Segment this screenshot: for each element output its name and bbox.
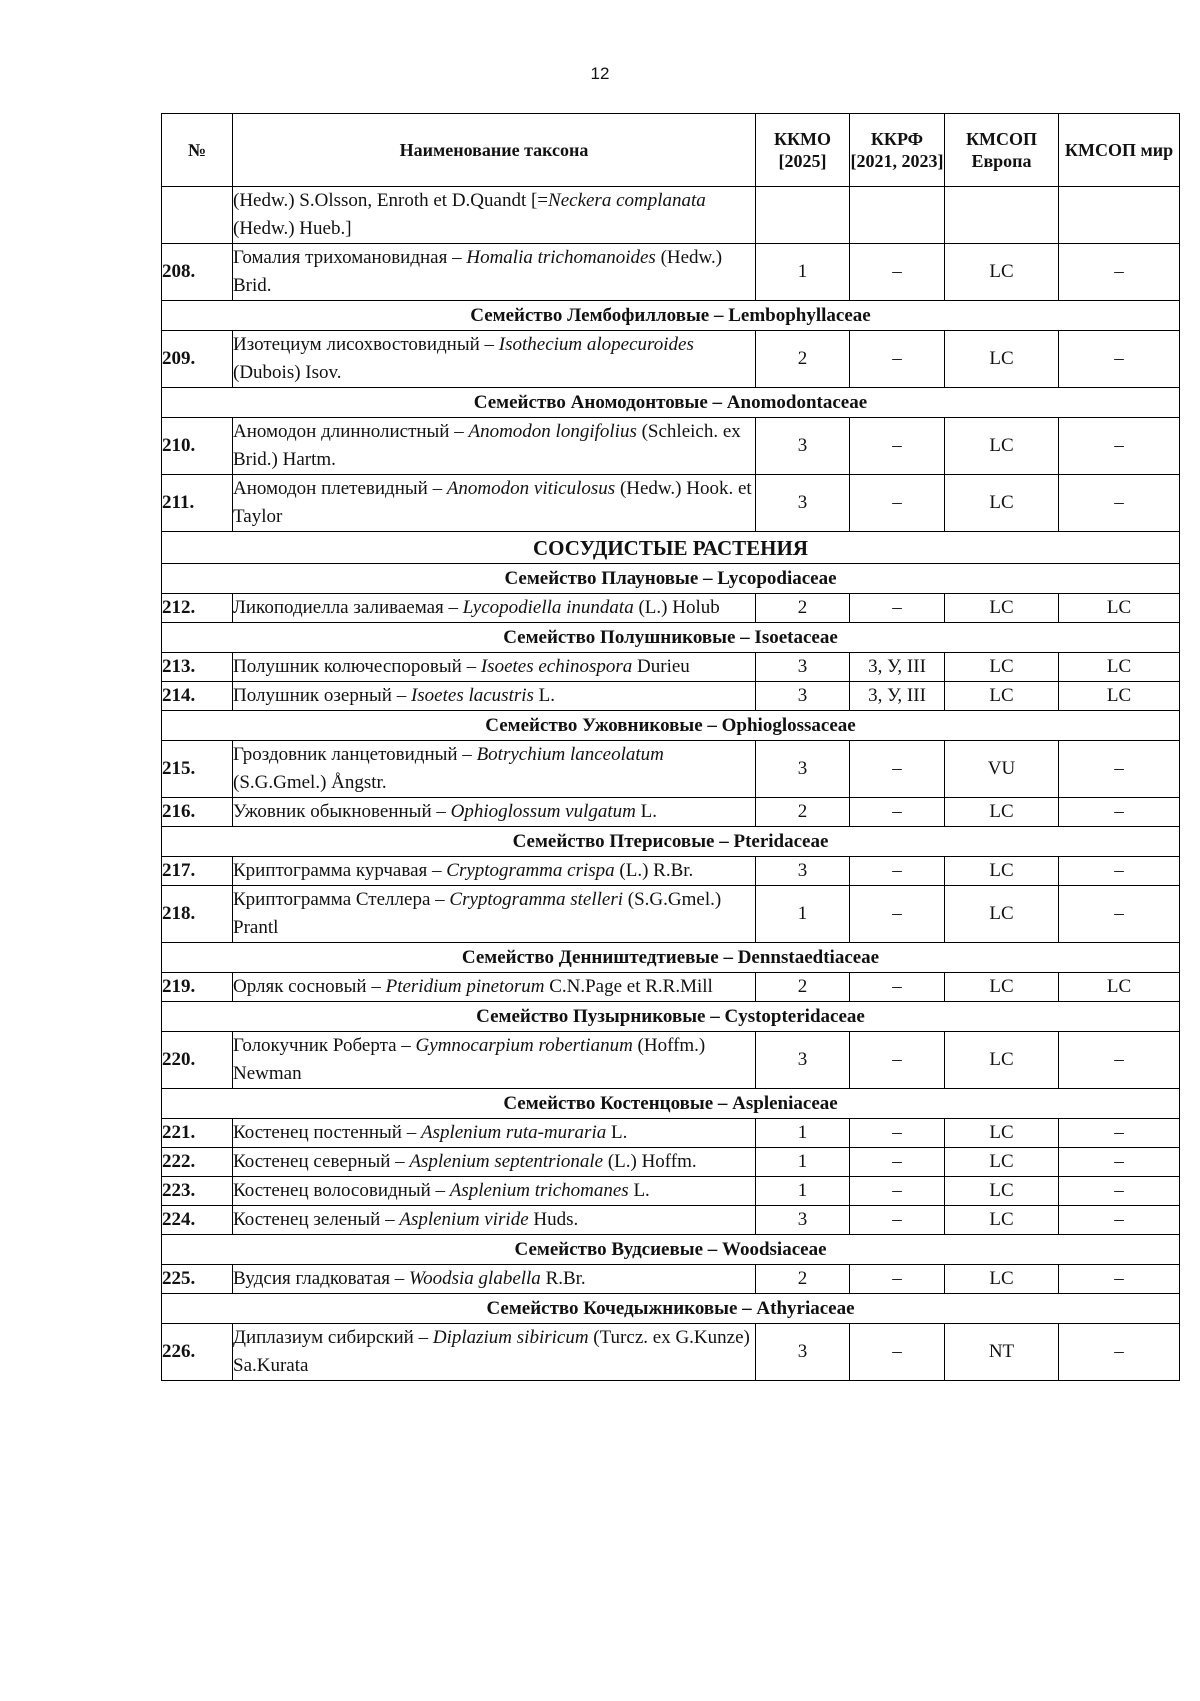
- status-kkrf: –: [850, 973, 945, 1002]
- taxon-name: [233, 1177, 756, 1206]
- family-heading-row: [162, 623, 1180, 653]
- table-row: [162, 1119, 1180, 1148]
- taxon-number: 209.: [162, 331, 233, 388]
- taxon-number: 212.: [162, 594, 233, 623]
- taxon-author: L.: [628, 1180, 650, 1201]
- status-kkrf: –: [850, 857, 945, 886]
- taxon-name: [233, 418, 756, 475]
- taxon-number: 211.: [162, 475, 233, 532]
- status-kkmo: 3: [756, 857, 850, 886]
- status-kkrf: –: [850, 1265, 945, 1294]
- taxon-author: (Dubois) Isov.: [233, 362, 342, 383]
- status-kkrf: –: [850, 1119, 945, 1148]
- taxon-russian-name: Полушник колючеспоровый –: [233, 656, 481, 677]
- family-heading-row: [162, 1235, 1180, 1265]
- taxon-number: 213.: [162, 653, 233, 682]
- taxon-author: L.: [635, 801, 657, 822]
- status-kmsop-europe: LC: [945, 886, 1059, 943]
- status-kkmo: [756, 187, 850, 244]
- status-kmsop-world: –: [1059, 244, 1180, 301]
- status-kmsop-world: –: [1059, 857, 1180, 886]
- header-kmsop-world: КМСОП мир: [1059, 114, 1180, 187]
- table-row: [162, 682, 1180, 711]
- taxon-name: [233, 1032, 756, 1089]
- taxon-number: 224.: [162, 1206, 233, 1235]
- taxon-russian-name: Ликоподиелла заливаемая –: [233, 597, 463, 618]
- status-kmsop-world: –: [1059, 475, 1180, 532]
- taxon-latin-name: Ophioglossum vulgatum: [450, 801, 636, 822]
- status-kmsop-europe: LC: [945, 1119, 1059, 1148]
- table-row: [162, 798, 1180, 827]
- taxon-number: 218.: [162, 886, 233, 943]
- status-kmsop-europe: VU: [945, 741, 1059, 798]
- family-heading: Семейство Вудсиевые – Woodsiaceae: [162, 1235, 1180, 1265]
- taxon-author: (L.) R.Br.: [614, 860, 694, 881]
- taxon-russian-name: Костенец северный –: [233, 1151, 410, 1172]
- header-kkmo: ККМО [2025]: [756, 114, 850, 187]
- taxon-author: (L.) Hoffm.: [603, 1151, 697, 1172]
- taxon-number: 226.: [162, 1324, 233, 1381]
- status-kmsop-europe: LC: [945, 594, 1059, 623]
- table-row: [162, 741, 1180, 798]
- status-kmsop-world: LC: [1059, 682, 1180, 711]
- taxon-author: (Schleich. ex Brid.) Hartm.: [233, 421, 741, 470]
- taxon-latin-name: Anomodon longifolius: [468, 421, 637, 442]
- table-row: [162, 653, 1180, 682]
- taxon-russian-name: Костенец зеленый –: [233, 1209, 400, 1230]
- taxon-name: [233, 331, 756, 388]
- taxon-author: L.: [606, 1122, 628, 1143]
- status-kkrf: –: [850, 594, 945, 623]
- taxon-russian-name: Криптограмма Стеллера –: [233, 889, 450, 910]
- status-kmsop-europe: LC: [945, 798, 1059, 827]
- table-row: [162, 594, 1180, 623]
- status-kmsop-world: –: [1059, 1206, 1180, 1235]
- table-row: [162, 973, 1180, 1002]
- status-kmsop-world: –: [1059, 741, 1180, 798]
- status-kkmo: 1: [756, 1177, 850, 1206]
- taxon-latin-name: Isoetes lacustris: [410, 685, 534, 706]
- taxon-latin-name: Pteridium pinetorum: [385, 976, 545, 997]
- taxon-latin-name: Lycopodiella inundata: [462, 597, 634, 618]
- taxon-russian-name: Орляк сосновый –: [233, 976, 386, 997]
- family-heading-row: [162, 1294, 1180, 1324]
- taxon-author: (Hedw.) Brid.: [233, 247, 723, 296]
- status-kkmo: 3: [756, 1032, 850, 1089]
- status-kkmo: 3: [756, 682, 850, 711]
- status-kkrf: 3, У, III: [850, 682, 945, 711]
- taxon-name: [233, 1206, 756, 1235]
- taxon-author: L.: [533, 685, 556, 706]
- status-kmsop-europe: LC: [945, 1177, 1059, 1206]
- table-row: [162, 857, 1180, 886]
- status-kkmo: 3: [756, 475, 850, 532]
- taxon-author: Huds.: [528, 1209, 579, 1230]
- taxon-latin-name: Asplenium viride: [399, 1209, 529, 1230]
- family-heading: Семейство Плауновые – Lycopodiaceae: [162, 564, 1180, 594]
- taxon-author: (S.G.Gmel.) Ångstr.: [233, 772, 387, 793]
- status-kmsop-europe: LC: [945, 857, 1059, 886]
- taxon-author: C.N.Page et R.R.Mill: [544, 976, 713, 997]
- header-kmsop-europe: КМСОП Европа: [945, 114, 1059, 187]
- family-heading: Семейство Пузырниковые – Cystopteridaceae: [162, 1002, 1180, 1032]
- taxon-russian-name: Аномодон длиннолистный –: [233, 421, 469, 442]
- taxon-name: [233, 653, 756, 682]
- taxon-number: 216.: [162, 798, 233, 827]
- taxon-number: 221.: [162, 1119, 233, 1148]
- taxon-name: [233, 741, 756, 798]
- status-kmsop-world: –: [1059, 798, 1180, 827]
- taxon-number: 210.: [162, 418, 233, 475]
- status-kmsop-world: –: [1059, 1032, 1180, 1089]
- status-kkrf: –: [850, 1032, 945, 1089]
- taxon-russian-name: Костенец постенный –: [233, 1122, 421, 1143]
- status-kmsop-world: –: [1059, 1177, 1180, 1206]
- table-header-row: [162, 114, 1180, 187]
- status-kkmo: 3: [756, 418, 850, 475]
- taxon-russian-name: Диплазиум сибирский –: [233, 1327, 433, 1348]
- taxon-number: 225.: [162, 1265, 233, 1294]
- status-kmsop-europe: LC: [945, 1206, 1059, 1235]
- table-row: [162, 1265, 1180, 1294]
- table-row: [162, 475, 1180, 532]
- status-kmsop-europe: LC: [945, 418, 1059, 475]
- taxon-name: [233, 1148, 756, 1177]
- taxon-name: [233, 1119, 756, 1148]
- taxon-number: 215.: [162, 741, 233, 798]
- table-row: [162, 187, 1180, 244]
- family-heading-row: [162, 388, 1180, 418]
- status-kkrf: –: [850, 1177, 945, 1206]
- family-heading: Семейство Костенцовые – Aspleniaceae: [162, 1089, 1180, 1119]
- family-heading-row: [162, 301, 1180, 331]
- family-heading: Семейство Лембофилловые – Lembophyllaceae: [162, 301, 1180, 331]
- taxon-name: [233, 798, 756, 827]
- family-heading-row: [162, 1089, 1180, 1119]
- taxon-author: R.Br.: [540, 1268, 586, 1289]
- status-kkmo: 2: [756, 798, 850, 827]
- status-kmsop-europe: LC: [945, 682, 1059, 711]
- status-kmsop-europe: LC: [945, 244, 1059, 301]
- taxon-name: [233, 1324, 756, 1381]
- status-kkmo: 2: [756, 594, 850, 623]
- taxon-russian-name: Ужовник обыкновенный –: [233, 801, 451, 822]
- taxon-author: (S.G.Gmel.) Prantl: [233, 889, 722, 938]
- family-heading: Семейство Кочедыжниковые – Athyriaceae: [162, 1294, 1180, 1324]
- taxon-latin-name: Anomodon viticulosus: [446, 478, 616, 499]
- table-row: [162, 331, 1180, 388]
- status-kkrf: –: [850, 418, 945, 475]
- taxon-latin-name: Woodsia glabella: [409, 1268, 541, 1289]
- taxon-number: 217.: [162, 857, 233, 886]
- table-row: [162, 244, 1180, 301]
- status-kmsop-world: [1059, 187, 1180, 244]
- taxon-name: [233, 244, 756, 301]
- status-kkmo: 1: [756, 886, 850, 943]
- table-row: [162, 1206, 1180, 1235]
- status-kmsop-world: –: [1059, 886, 1180, 943]
- taxon-name: [233, 857, 756, 886]
- taxon-russian-name: Криптограмма курчавая –: [233, 860, 447, 881]
- family-heading-row: [162, 711, 1180, 741]
- taxon-latin-name: Isothecium alopecuroides: [498, 334, 694, 355]
- status-kkrf: –: [850, 798, 945, 827]
- taxa-table: [161, 113, 1180, 1381]
- taxon-number: 219.: [162, 973, 233, 1002]
- taxon-name: [233, 187, 756, 244]
- status-kkrf: –: [850, 886, 945, 943]
- status-kmsop-europe: LC: [945, 1032, 1059, 1089]
- family-heading-row: [162, 564, 1180, 594]
- taxon-latin-name: Cryptogramma crispa: [446, 860, 615, 881]
- page-number: 12: [590, 64, 610, 83]
- table-row: [162, 886, 1180, 943]
- status-kkmo: 2: [756, 1265, 850, 1294]
- taxon-russian-name: Вудсия гладковатая –: [233, 1268, 410, 1289]
- status-kkrf: –: [850, 1324, 945, 1381]
- status-kmsop-europe: [945, 187, 1059, 244]
- header-name: Наименование таксона: [233, 114, 756, 187]
- status-kmsop-world: –: [1059, 1265, 1180, 1294]
- status-kkmo: 1: [756, 1148, 850, 1177]
- status-kmsop-world: LC: [1059, 653, 1180, 682]
- taxon-number: 208.: [162, 244, 233, 301]
- taxon-author: Durieu: [632, 656, 690, 677]
- taxon-name: [233, 475, 756, 532]
- taxon-latin-name: Asplenium septentrionale: [409, 1151, 604, 1172]
- taxon-number: 220.: [162, 1032, 233, 1089]
- taxon-name: [233, 594, 756, 623]
- status-kkmo: 2: [756, 331, 850, 388]
- status-kmsop-world: LC: [1059, 973, 1180, 1002]
- taxon-number: 223.: [162, 1177, 233, 1206]
- taxon-latin-name: Cryptogramma stelleri: [449, 889, 624, 910]
- status-kkmo: 3: [756, 741, 850, 798]
- status-kmsop-europe: LC: [945, 1148, 1059, 1177]
- family-heading: Семейство Денништедтиевые – Dennstaedtiaceae: [162, 943, 1180, 973]
- family-heading: Семейство Аномодонтовые – Anomodontaceae: [162, 388, 1180, 418]
- status-kkrf: 3, У, III: [850, 653, 945, 682]
- family-heading: Семейство Ужовниковые – Ophioglossaceae: [162, 711, 1180, 741]
- status-kkmo: 2: [756, 973, 850, 1002]
- taxon-number: [162, 187, 233, 244]
- taxon-number: 222.: [162, 1148, 233, 1177]
- taxon-author: (Hedw.) Hook. et Taylor: [233, 478, 752, 527]
- taxa-body: [162, 187, 1180, 1381]
- status-kkrf: –: [850, 244, 945, 301]
- table-row: [162, 1148, 1180, 1177]
- taxon-latin-name: Homalia trichomanoides: [466, 247, 656, 268]
- status-kkmo: 1: [756, 244, 850, 301]
- status-kmsop-world: –: [1059, 1119, 1180, 1148]
- family-heading: Семейство Полушниковые – Isoetaceae: [162, 623, 1180, 653]
- status-kmsop-europe: LC: [945, 1265, 1059, 1294]
- taxon-russian-name: Гомалия трихомановидная –: [233, 247, 467, 268]
- taxon-russian-name: Гроздовник ланцетовидный –: [233, 744, 477, 765]
- family-heading-row: [162, 943, 1180, 973]
- group-heading-row: [162, 532, 1180, 564]
- taxon-author: (Hedw.) S.Olsson, Enroth et D.Quandt [=Neckera complanata (Hedw.) Hueb.]: [233, 190, 706, 239]
- status-kmsop-world: –: [1059, 331, 1180, 388]
- status-kmsop-europe: LC: [945, 973, 1059, 1002]
- taxon-author: (Turcz. ex G.Kunze) Sa.Kurata: [233, 1327, 750, 1376]
- status-kmsop-europe: LC: [945, 331, 1059, 388]
- taxon-name: [233, 682, 756, 711]
- status-kmsop-europe: LC: [945, 653, 1059, 682]
- header-num: №: [162, 114, 233, 187]
- status-kkrf: [850, 187, 945, 244]
- taxon-latin-name: Asplenium trichomanes: [449, 1180, 629, 1201]
- table-row: [162, 1177, 1180, 1206]
- table-row: [162, 418, 1180, 475]
- taxon-name: [233, 1265, 756, 1294]
- taxon-author: (Hoffm.) Newman: [233, 1035, 706, 1084]
- taxon-russian-name: Полушник озерный –: [233, 685, 411, 706]
- status-kkrf: –: [850, 1206, 945, 1235]
- status-kkrf: –: [850, 331, 945, 388]
- status-kkmo: 1: [756, 1119, 850, 1148]
- taxon-name: [233, 886, 756, 943]
- group-heading: СОСУДИСТЫЕ РАСТЕНИЯ: [162, 532, 1180, 564]
- taxon-latin-name: Isoetes echinospora: [480, 656, 633, 677]
- taxon-name: [233, 973, 756, 1002]
- family-heading: Семейство Птерисовые – Pteridaceae: [162, 827, 1180, 857]
- status-kmsop-world: –: [1059, 1148, 1180, 1177]
- taxon-number: 214.: [162, 682, 233, 711]
- status-kkmo: 3: [756, 653, 850, 682]
- taxon-author: (L.) Holub: [633, 597, 720, 618]
- taxon-latin-name: Asplenium ruta-muraria: [420, 1122, 607, 1143]
- family-heading-row: [162, 1002, 1180, 1032]
- table-row: [162, 1324, 1180, 1381]
- status-kmsop-world: –: [1059, 1324, 1180, 1381]
- family-heading-row: [162, 827, 1180, 857]
- status-kmsop-europe: LC: [945, 475, 1059, 532]
- taxon-russian-name: Голокучник Роберта –: [233, 1035, 416, 1056]
- taxon-russian-name: Изотециум лисохвостовидный –: [233, 334, 499, 355]
- taxon-russian-name: Костенец волосовидный –: [233, 1180, 450, 1201]
- taxon-latin-name: Diplazium sibiricum: [432, 1327, 589, 1348]
- status-kkrf: –: [850, 475, 945, 532]
- header-kkrf: ККРФ [2021, 2023]: [850, 114, 945, 187]
- taxon-latin-name: Botrychium lanceolatum: [476, 744, 664, 765]
- status-kkrf: –: [850, 741, 945, 798]
- status-kkmo: 3: [756, 1206, 850, 1235]
- status-kkrf: –: [850, 1148, 945, 1177]
- status-kmsop-world: –: [1059, 418, 1180, 475]
- table-row: [162, 1032, 1180, 1089]
- taxon-russian-name: Аномодон плетевидный –: [233, 478, 447, 499]
- status-kmsop-world: LC: [1059, 594, 1180, 623]
- taxon-latin-name: Gymnocarpium robertianum: [415, 1035, 633, 1056]
- status-kkmo: 3: [756, 1324, 850, 1381]
- status-kmsop-europe: NT: [945, 1324, 1059, 1381]
